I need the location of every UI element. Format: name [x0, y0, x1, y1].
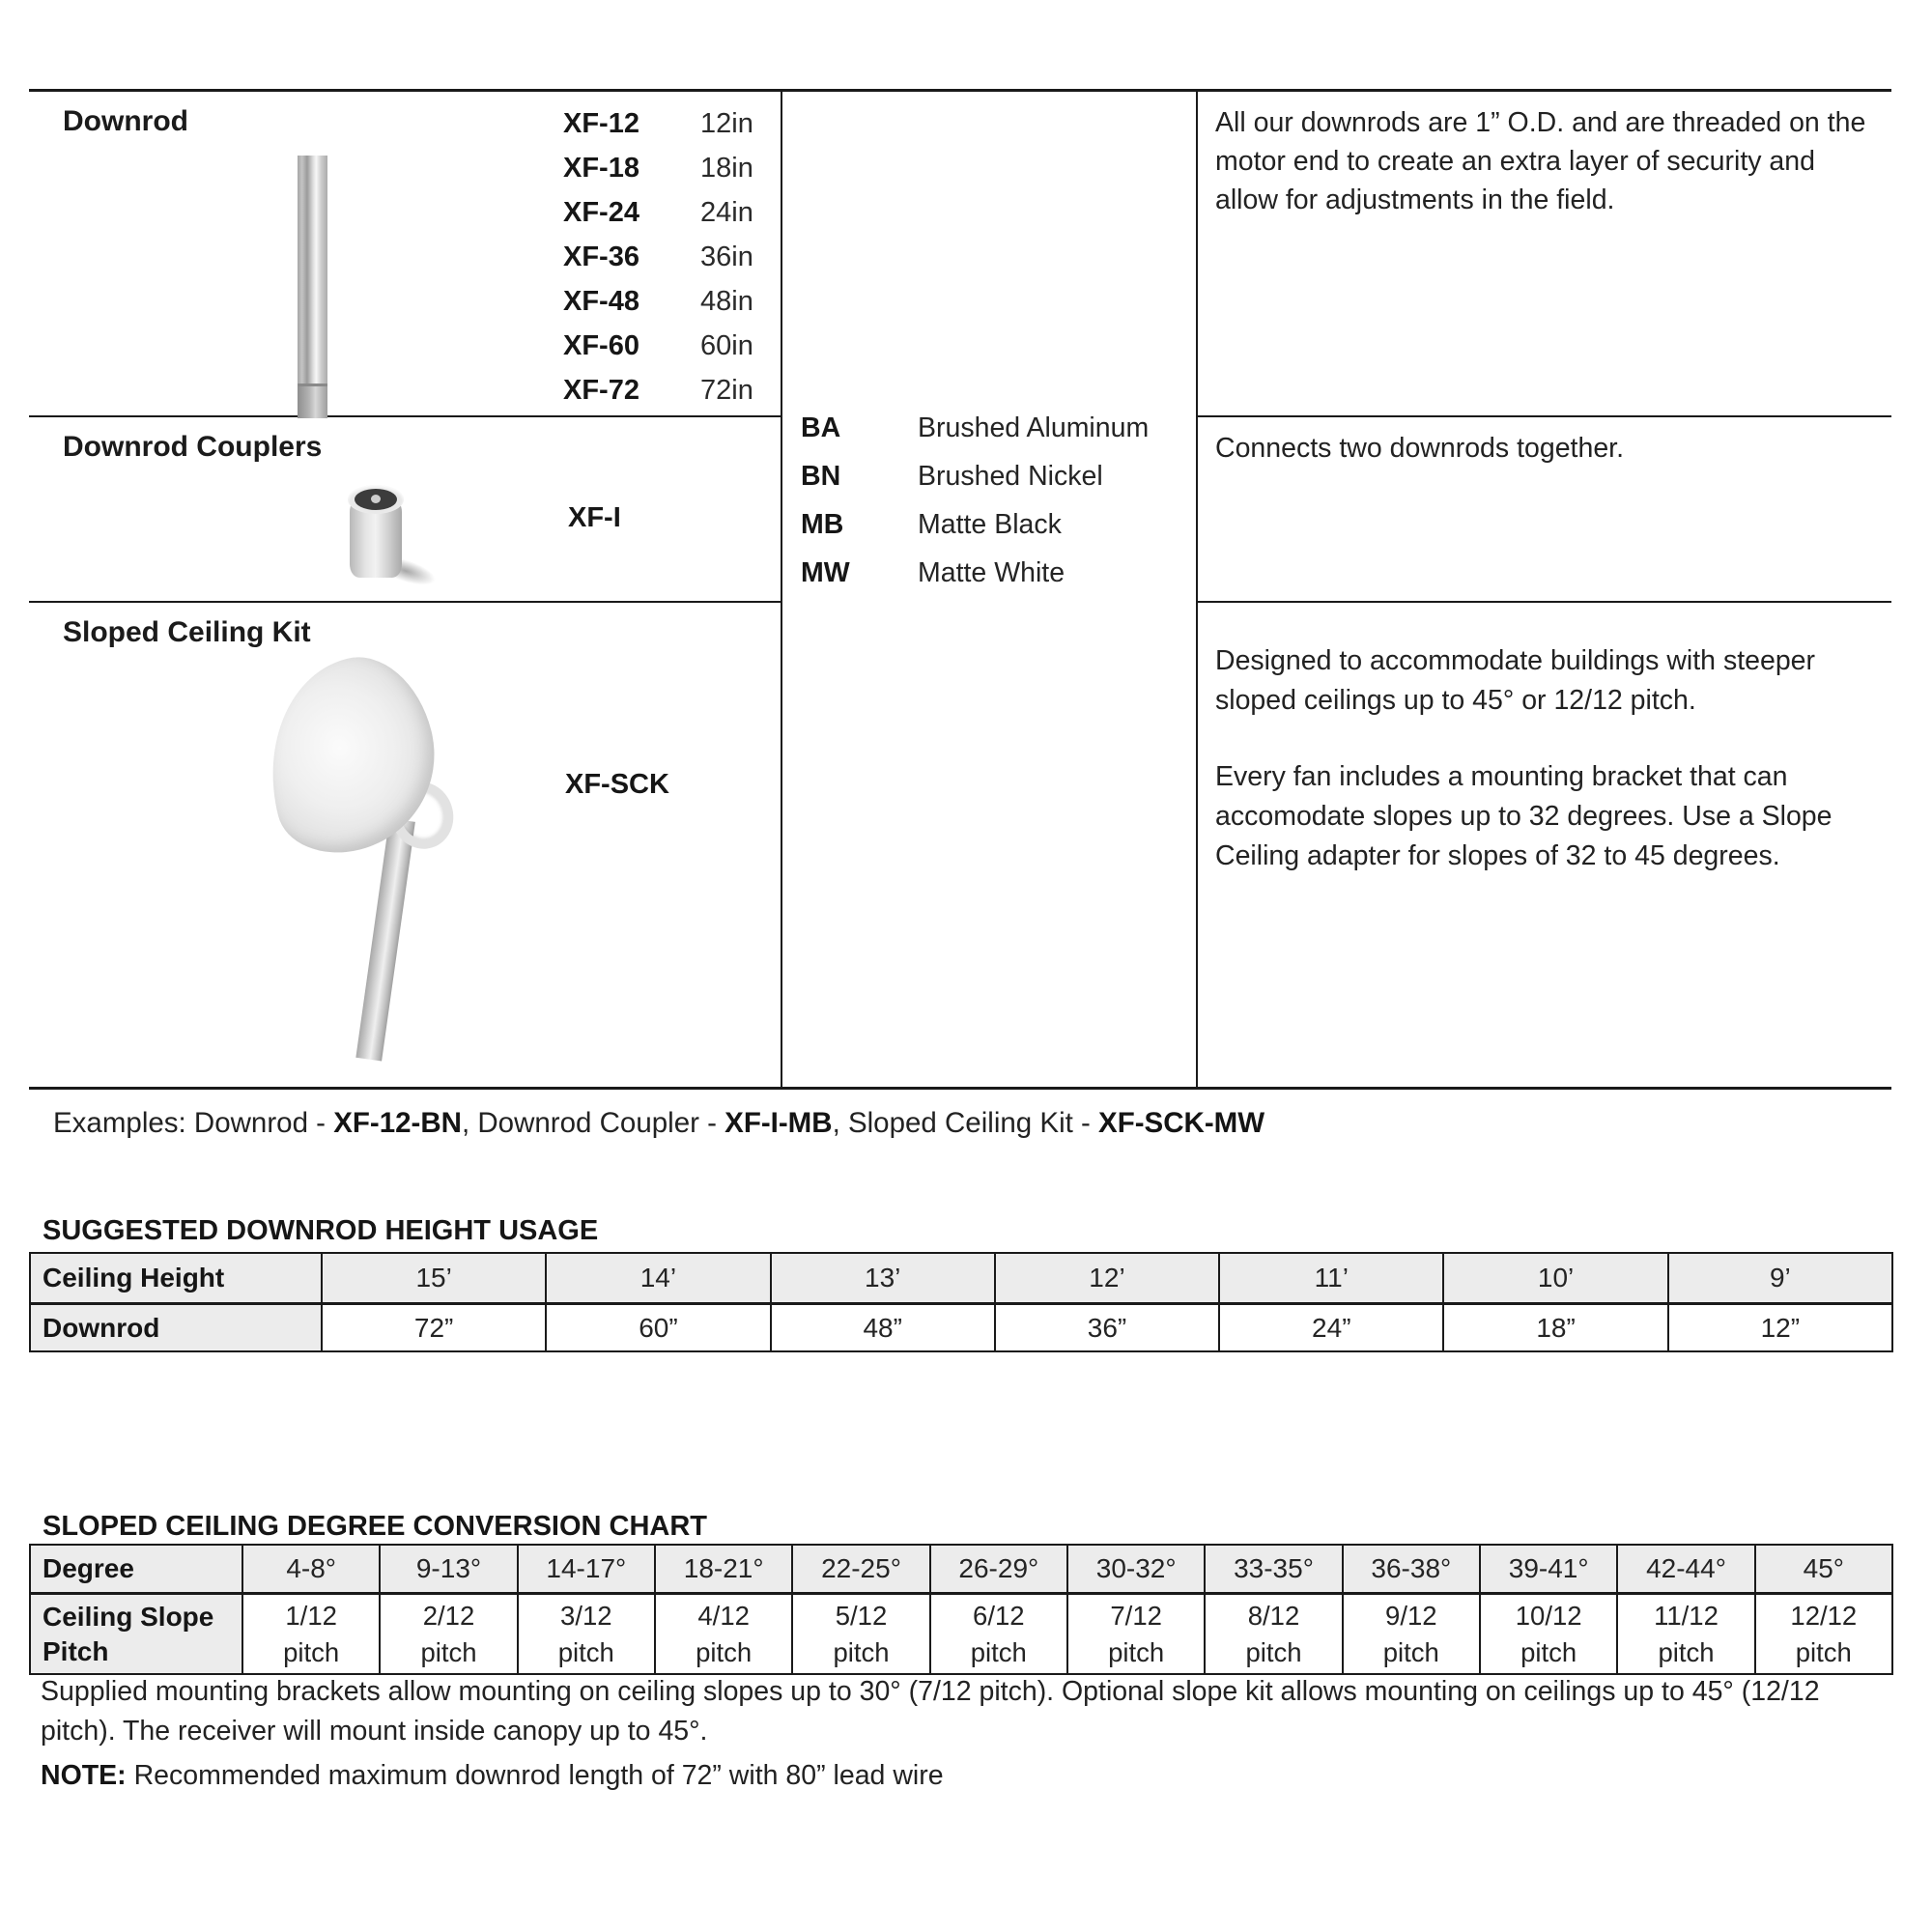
example-code-sloped-kit: XF-SCK-MW [1098, 1107, 1265, 1139]
coupler-cell [29, 417, 781, 603]
height-usage-title: SUGGESTED DOWNROD HEIGHT USAGE [43, 1215, 599, 1246]
finish-code: MW [801, 556, 850, 588]
conversion-chart-table [29, 1544, 1893, 1675]
pitch-cell [1754, 1592, 1891, 1673]
model-code: XF-60 [563, 329, 639, 361]
degree-cell: 22-25° [791, 1546, 928, 1592]
downrod-length-cell: 36” [994, 1302, 1218, 1350]
model-code: XF-18 [563, 152, 639, 184]
sloped-kit-cell [29, 603, 781, 1087]
degree-cell: 26-29° [929, 1546, 1066, 1592]
sloped-kit-photo [256, 651, 507, 1057]
degree-cell: 18-21° [654, 1546, 791, 1592]
model-size: 36in [700, 241, 753, 272]
conversion-row1-label: Degree [31, 1546, 242, 1592]
pitch-value: 10/12 [1515, 1600, 1582, 1631]
height-usage-row1-label: Ceiling Height [31, 1254, 321, 1302]
downrod-length-cell: 48” [770, 1302, 994, 1350]
pitch-word: pitch [1245, 1636, 1302, 1667]
model-row [563, 190, 753, 235]
coupler-description-cell [1198, 417, 1891, 603]
pitch-word: pitch [833, 1636, 890, 1667]
finish-name: Brushed Nickel [918, 460, 1103, 492]
conversion-row2-label [31, 1592, 242, 1673]
examples-line [53, 1107, 1264, 1140]
model-size: 72in [700, 374, 753, 406]
sloped-kit-description-p2: Every fan includes a mounting bracket that can accomodate slopes up to 32 degrees. Use a Slope Ceiling adapter for slopes of 32 to 45 degrees. [1215, 761, 1833, 871]
pitch-word: pitch [1108, 1636, 1165, 1667]
sloped-kit-description-p1: Designed to accommodate buildings with steeper sloped ceilings up to 45° or 12/12 pitch. [1215, 645, 1816, 716]
pitch-value: 3/12 [560, 1600, 612, 1631]
pitch-value: 12/12 [1790, 1600, 1858, 1631]
degree-cell: 33-35° [1204, 1546, 1341, 1592]
degree-cell: 36-38° [1342, 1546, 1479, 1592]
downrod-length-cell: 18” [1442, 1302, 1666, 1350]
pitch-cell [791, 1592, 928, 1673]
ceiling-height-cell: 10’ [1442, 1254, 1666, 1302]
coupler-description: Connects two downrods together. [1215, 433, 1625, 464]
finish-name: Brushed Aluminum [918, 412, 1150, 443]
conversion-row2-label-text [43, 1600, 213, 1669]
pitch-word: pitch [970, 1636, 1027, 1667]
model-size: 48in [700, 285, 753, 317]
pitch-cell [379, 1592, 516, 1673]
pitch-value: 2/12 [422, 1600, 475, 1631]
ceiling-height-cell: 14’ [545, 1254, 769, 1302]
downrod-description-cell [1198, 92, 1891, 417]
pitch-cell [929, 1592, 1066, 1673]
pitch-cell [1616, 1592, 1753, 1673]
downrod-photo [298, 156, 327, 384]
degree-cell: 30-32° [1066, 1546, 1204, 1592]
model-size: 18in [700, 152, 753, 184]
downrod-length-cell: 72” [321, 1302, 545, 1350]
examples-mid2: , Sloped Ceiling Kit - [832, 1107, 1099, 1139]
degree-cell: 14-17° [517, 1546, 654, 1592]
products-table [29, 89, 1891, 1090]
pitch-value: 8/12 [1247, 1600, 1300, 1631]
downrod-cell [29, 92, 781, 417]
examples-mid1: , Downrod Coupler - [461, 1107, 725, 1139]
conversion-label-line1: Ceiling Slope [43, 1601, 214, 1632]
finish-row [801, 500, 1149, 549]
sloped-kit-description [1215, 641, 1866, 913]
pitch-value: 11/12 [1654, 1600, 1719, 1631]
mounting-bracket-paragraph: Supplied mounting brackets allow mounting on ceiling slopes up to 30° (7/12 pitch). Optional slope kit allows mounting on ceilings up to 45° (12/12 pitch). The receiver will mount inside canopy up to 45°. [41, 1676, 1820, 1747]
ceiling-height-cell: 15’ [321, 1254, 545, 1302]
height-usage-row2-label: Downrod [31, 1302, 321, 1350]
finish-code: BN [801, 460, 841, 492]
pitch-cell [1479, 1592, 1616, 1673]
note-line [41, 1760, 944, 1792]
example-code-downrod: XF-12-BN [333, 1107, 462, 1139]
model-row [563, 146, 753, 190]
conversion-label-line2: Pitch [43, 1635, 109, 1666]
model-code: XF-24 [563, 196, 639, 228]
model-row [563, 324, 753, 368]
finish-row [801, 549, 1149, 597]
pitch-word: pitch [283, 1636, 340, 1667]
degree-cell: 45° [1754, 1546, 1891, 1592]
sloped-kit-description-cell [1198, 603, 1891, 1087]
pitch-cell [1066, 1592, 1204, 1673]
pitch-word: pitch [557, 1636, 614, 1667]
height-usage-table [29, 1252, 1893, 1352]
pitch-cell [1342, 1592, 1479, 1673]
sloped-kit-title: Sloped Ceiling Kit [63, 616, 311, 648]
downrod-photo-threaded-end [298, 384, 327, 418]
model-size: 24in [700, 196, 753, 228]
downrod-length-cell: 12” [1667, 1302, 1891, 1350]
note-label: NOTE: [41, 1760, 127, 1791]
finish-list [801, 404, 1149, 597]
ceiling-height-cell: 11’ [1218, 1254, 1442, 1302]
model-row [563, 279, 753, 324]
coupler-title: Downrod Couplers [63, 431, 323, 463]
pitch-value: 6/12 [973, 1600, 1025, 1631]
downrod-description: All our downrods are 1” O.D. and are threaded on the motor end to create an extra layer of security and allow for adjustments in the field. [1215, 107, 1866, 215]
downrod-model-list [563, 101, 753, 412]
pitch-word: pitch [1520, 1636, 1577, 1667]
pitch-word: pitch [420, 1636, 477, 1667]
model-row [563, 101, 753, 146]
ceiling-height-cell: 12’ [994, 1254, 1218, 1302]
model-code: XF-48 [563, 285, 639, 317]
finishes-cell [781, 92, 1198, 1087]
degree-cell: 4-8° [242, 1546, 379, 1592]
downrod-length-cell: 24” [1218, 1302, 1442, 1350]
downrod-title: Downrod [63, 105, 188, 137]
model-code: XF-36 [563, 241, 639, 272]
degree-cell: 42-44° [1616, 1546, 1753, 1592]
model-row [563, 368, 753, 412]
pitch-cell [1204, 1592, 1341, 1673]
pitch-value: 5/12 [835, 1600, 888, 1631]
pitch-value: 1/12 [285, 1600, 337, 1631]
degree-cell: 39-41° [1479, 1546, 1616, 1592]
coupler-highlight [371, 495, 381, 503]
finish-row [801, 404, 1149, 452]
pitch-cell [242, 1592, 379, 1673]
conversion-chart-title: SLOPED CEILING DEGREE CONVERSION CHART [43, 1511, 708, 1542]
sloped-kit-rod [355, 818, 415, 1061]
finish-name: Matte Black [918, 508, 1062, 540]
note-text: Recommended maximum downrod length of 72” with 80” lead wire [126, 1760, 944, 1791]
ceiling-height-cell: 13’ [770, 1254, 994, 1302]
pitch-cell [654, 1592, 791, 1673]
model-size: 60in [700, 329, 753, 361]
model-row [563, 235, 753, 279]
pitch-word: pitch [1658, 1636, 1715, 1667]
model-size: 12in [700, 107, 753, 139]
finish-code: BA [801, 412, 841, 443]
pitch-value: 7/12 [1110, 1600, 1162, 1631]
finish-row [801, 452, 1149, 500]
pitch-cell [517, 1592, 654, 1673]
example-code-coupler: XF-I-MB [724, 1107, 833, 1139]
pitch-word: pitch [1795, 1636, 1852, 1667]
model-code: XF-12 [563, 107, 639, 139]
finish-code: MB [801, 508, 844, 540]
pitch-word: pitch [696, 1636, 753, 1667]
examples-prefix: Examples: Downrod - [53, 1107, 334, 1139]
sloped-kit-model-code: XF-SCK [565, 769, 669, 800]
pitch-word: pitch [1382, 1636, 1439, 1667]
coupler-model-code: XF-I [568, 502, 621, 533]
downrod-length-cell: 60” [545, 1302, 769, 1350]
degree-cell: 9-13° [379, 1546, 516, 1592]
pitch-value: 9/12 [1385, 1600, 1437, 1631]
finish-name: Matte White [918, 556, 1065, 588]
pitch-value: 4/12 [697, 1600, 750, 1631]
ceiling-height-cell: 9’ [1667, 1254, 1891, 1302]
model-code: XF-72 [563, 374, 639, 406]
coupler-photo [348, 485, 440, 591]
